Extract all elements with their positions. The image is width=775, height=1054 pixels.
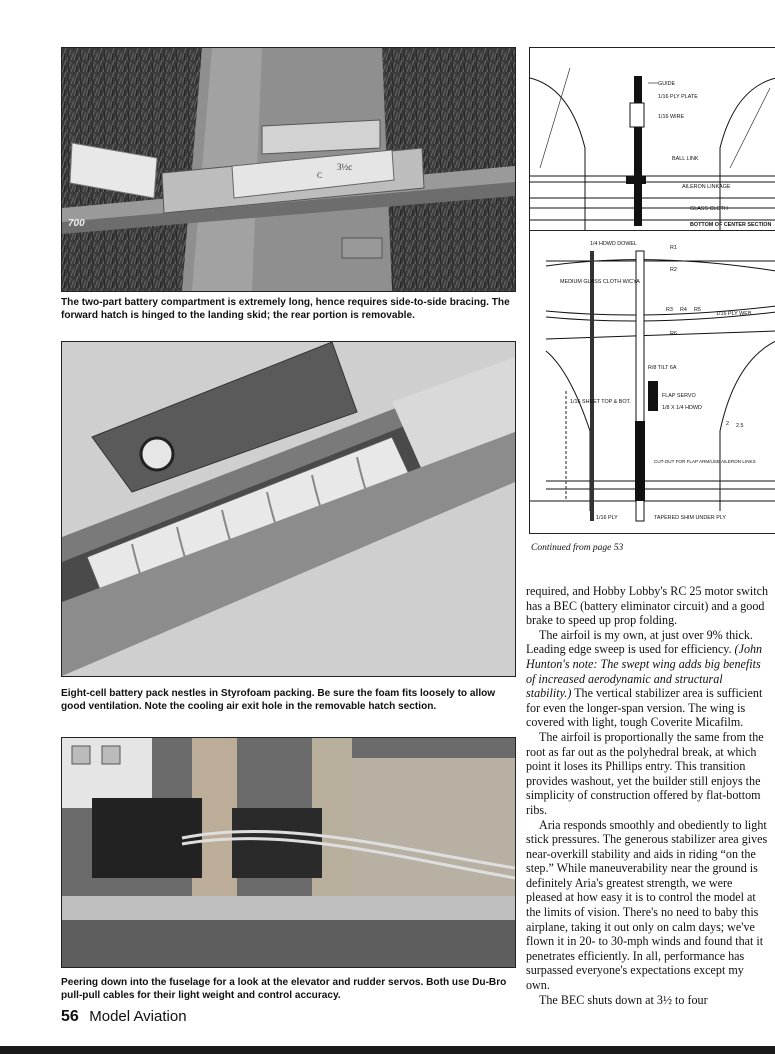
article-paragraph: The BEC shuts down at 3½ to four	[539, 992, 708, 1007]
article-text: The airfoil is my own, at just over 9% thick. Leading edge sweep is used for efficiency.	[526, 627, 753, 657]
diagram-label: R6	[670, 331, 677, 337]
diagram-label: 1/16 SHEET TOP & BOT.	[570, 399, 631, 405]
battery-label: 3½c	[337, 162, 353, 172]
fuselage-marking: 700	[68, 218, 85, 229]
diagram-wing-center-section	[529, 230, 775, 534]
photo-caption: Eight-cell battery pack nestles in Styrofoam packing. Be sure the foam fits loosely to allow good ventilation. Note the cooling air exit hole in the removable hatch section.	[61, 688, 496, 712]
diagram-label: BALL LINK	[672, 156, 699, 162]
diagram-label: R2	[670, 267, 677, 273]
diagram-label: BOTTOM OF CENTER SECTION	[690, 222, 772, 228]
diagram-label: R5	[694, 307, 701, 313]
article-text: The vertical stabilizer area is sufficient for even the longer-span version. The wing is covered with light, tough Coverite Micafilm.	[526, 686, 763, 730]
bottom-bar	[0, 1046, 775, 1054]
photo-caption: The two-part battery compartment is extremely long, hence requires side-to-side bracing. The forward hatch is hinged to the landing skid; the rear portion is removable.	[61, 297, 510, 321]
diagram-label: AILERON LINKAGE	[682, 184, 731, 190]
photo-battery-pack	[61, 341, 516, 677]
photo-caption: Peering down into the fuselage for a look at the elevator and rudder servos. Both use Du-Bro pull-pull cables for their light weight and control accuracy.	[61, 977, 507, 1001]
diagram-label: 2.5	[736, 423, 744, 429]
diagram-label: R1	[670, 245, 677, 251]
article-paragraph	[526, 628, 770, 730]
magazine-title: Model Aviation	[89, 1008, 187, 1025]
article-paragraph: required, and Hobby Lobby's RC 25 motor switch has a BEC (battery eliminator circuit) and a good brake to speed up prop folding.	[526, 584, 769, 628]
diagram-label: R3	[666, 307, 673, 313]
diagram-center-section-bottom	[529, 47, 775, 231]
article-column	[526, 584, 770, 1007]
page-footer	[61, 1008, 187, 1026]
diagram-label: 1/8 X 1/4 HDWD	[662, 405, 702, 411]
diagram-label: MEDIUM GLASS CLOTH W/CYA	[560, 279, 640, 285]
editor-note: (John Hunton's note: The swept wing adds big benefits of increased aerodynamic and structural stability.)	[526, 642, 763, 701]
diagram-label: 1/16 WIRE	[658, 114, 685, 120]
continued-note: Continued from page 53	[531, 543, 624, 553]
photo-fuselage-servos	[61, 737, 516, 968]
diagram-label: GUIDE	[658, 81, 676, 87]
diagram-label: 1/16 PLY WEB	[716, 311, 752, 317]
photo-battery-compartment	[61, 47, 516, 292]
diagram-label: R4	[680, 307, 687, 313]
diagram-label: 1/16 PLY	[596, 515, 618, 521]
page-number: 56	[61, 1008, 79, 1025]
diagram-label: 1/4 HDWD DOWEL	[590, 241, 638, 247]
diagram-label: GLASS CLOTH	[690, 206, 728, 212]
diagram-label: CUT-OUT FOR FLAP ARM/USE AILERON LINKS	[654, 459, 756, 464]
article-paragraph: The airfoil is proportionally the same from the root as far out as the polyhedral break, at which point it loses its Phillips entry. This transition provides washout, yet the builder still enjoys the simplicity of construction offered by flat-bottom ribs.	[526, 729, 764, 817]
diagram-label: R/8 TILT 6A	[648, 365, 677, 371]
diagram-label: 2	[726, 421, 729, 427]
diagram-label: FLAP SERVO	[662, 393, 696, 399]
diagram-label: 1/16 PLY PLATE	[658, 94, 698, 100]
diagram-label: TAPERED SHIM UNDER PLY	[654, 515, 726, 521]
article-paragraph: Aria responds smoothly and obediently to light stick pressures. The generous stabilizer area gives near-overkill stability and aids in riding “on the step.” While maneuverability near the ground is definitely Aria's greatest strength, we were pleased at how easy it is to control the model at the limits of vision. There's no need to baby this airplane, taking it out only on calm days; we've flown it in 20- to 30-mph winds and found that it penetrates efficiently. In all, performance has surpassed everyone's expectations except my own.	[526, 817, 768, 993]
battery-label: C	[317, 171, 323, 180]
